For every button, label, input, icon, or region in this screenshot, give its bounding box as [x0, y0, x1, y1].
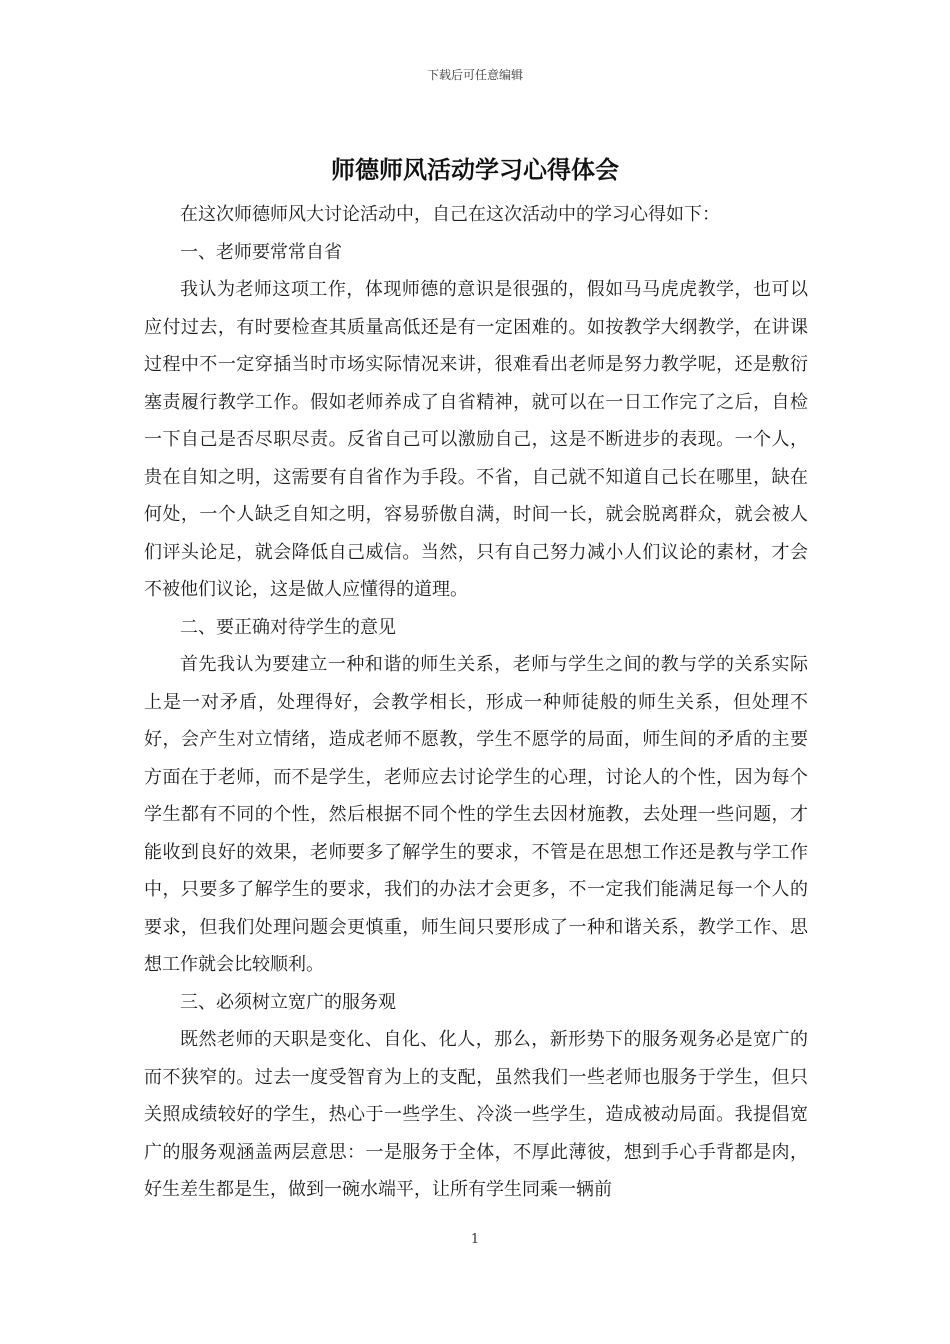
page-number: 1 [470, 1232, 480, 1247]
section-paragraph-3: 既然老师的天职是变化、自化、化人，那么，新形势下的服务观务必是宽广的而不狭窄的。过去一度受智育为上的支配，虽然我们一些老师也服务于学生，但只关照成绩较好的学生，热心于一些学生、冷淡一些学生，造成被动局面。我提倡宽广的服务观涵盖两层意思：一是服务于全体，不厚此薄彼，想到手心手背都是肉，好生差生都是生，做到一碗水端平，让所有学生同乘一辆前 [144, 1029, 808, 1200]
document-body [144, 196, 808, 1209]
section-heading-2: 二、要正确对待学生的意见 [180, 616, 396, 638]
intro-paragraph: 在这次师德师风大讨论活动中，自己在这次活动中的学习心得如下： [180, 204, 720, 225]
section-paragraph-1: 我认为老师这项工作，体现师德的意识是很强的，假如马马虎虎教学，也可以应付过去，有时要检查其质量高低还是有一定困难的。如按教学大纲教学，在讲课过程中不一定穿插当时市场实际情况来讲，很难看出老师是努力教学呢，还是敷衍塞责履行教学工作。假如老师养成了自省精神，就可以在一日工作完了之后，自检一下自己是否尽职尽责。反省自己可以激励自己，这是不断进步的表现。一个人，贵在自知之明，这需要有自省作为手段。不省，自己就不知道自己长在哪里，缺在何处，一个人缺乏自知之明，容易骄傲自满，时间一长，就会脱离群众，就会被人们评头论足，就会降低自己威信。当然，只有自己努力减小人们议论的素材，才会不被他们议论，这是做人应懂得的道理。 [144, 279, 808, 600]
page-header-note: 下载后可任意编辑 [426, 68, 523, 82]
section-heading-3: 三、必须树立宽广的服务观 [180, 991, 396, 1013]
section-paragraph-2: 首先我认为要建立一种和谐的师生关系，老师与学生之间的教与学的关系实际上是一对矛盾，处理得好，会教学相长，形成一种师徒般的师生关系，但处理不好，会产生对立情绪，造成老师不愿教，学生不愿学的局面，师生间的矛盾的主要方面在于老师，而不是学生，老师应去讨论学生的心理，讨论人的个性，因为每个学生都有不同的个性，然后根据不同个性的学生去因材施教，去处理一些问题，才能收到良好的效果，老师要多了解学生的要求，不管是在思想工作还是教与学工作中，只要多了解学生的要求，我们的办法才会更多，不一定我们能满足每一个人的要求，但我们处理问题会更慎重，师生间只要形成了一种和谐关系，教学工作、思想工作就会比较顺利。 [144, 654, 808, 975]
document-title: 师德师风活动学习心得体会 [331, 155, 619, 184]
section-heading-1: 一、老师要常常自省 [180, 241, 342, 263]
